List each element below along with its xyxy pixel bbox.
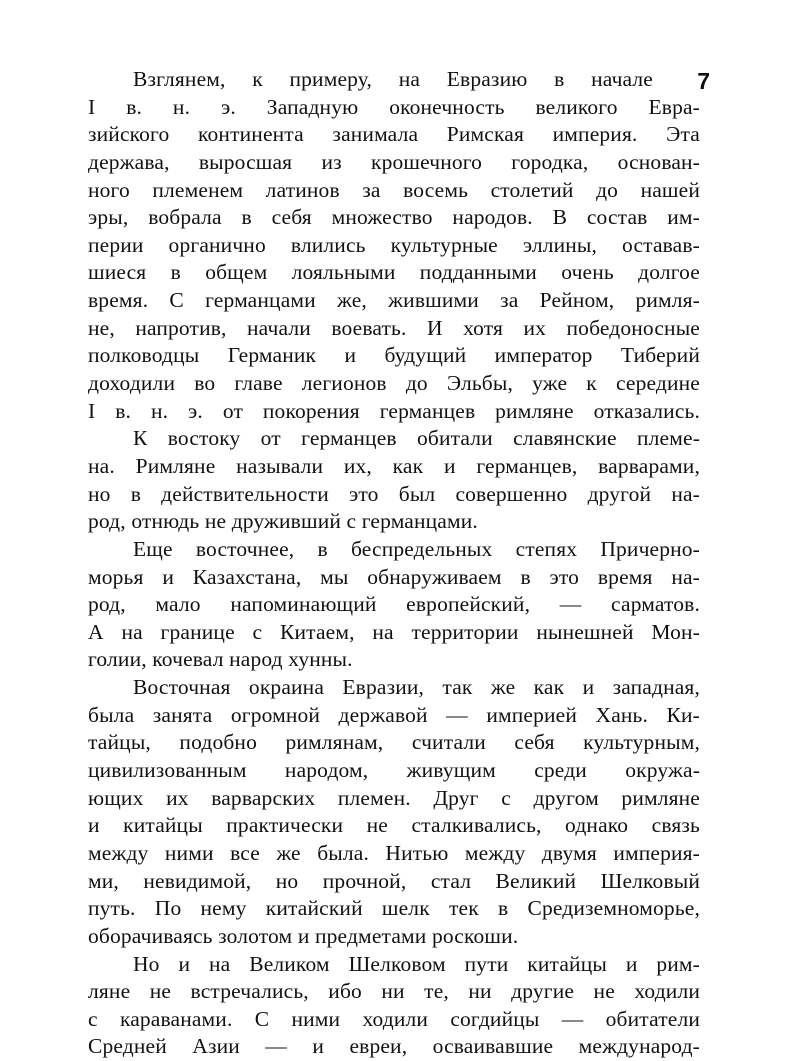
text-line: Средней Азии — и евреи, осваивавшие международ-: [88, 1033, 700, 1061]
text-line: эры, вобрала в себя множество народов. В состав им-: [88, 204, 700, 232]
text-line: род, отнюдь не друживший с германцами.: [88, 508, 700, 536]
text-line: была занята огромной державой — империей Хань. Ки-: [88, 702, 700, 730]
text-line: цивилизованным народом, живущим среди окружа-: [88, 757, 700, 785]
text-line: К востоку от германцев обитали славянские племе-: [88, 425, 700, 453]
text-line: Но и на Великом Шелковом пути китайцы и рим-: [88, 951, 700, 979]
text-line: ющих их варварских племен. Друг с другом римляне: [88, 785, 700, 813]
text-line: не, напротив, начали воевать. И хотя их победоносные: [88, 315, 700, 343]
paragraph: [88, 674, 700, 950]
text-line: держава, выросшая из крошечного городка, основан-: [88, 149, 700, 177]
text-line: род, мало напоминающий европейский, — сарматов.: [88, 591, 700, 619]
page-number: 7: [680, 66, 710, 96]
text-line: ляне не встречались, ибо ни те, ни другие не ходили: [88, 978, 700, 1006]
text-line: ми, невидимой, но прочной, стал Великий Шелковый: [88, 868, 700, 896]
text-line: зийского континента занимала Римская империя. Эта: [88, 121, 700, 149]
text-line: с караванами. С ними ходили согдийцы — обитатели: [88, 1006, 700, 1034]
paragraph: [88, 951, 700, 1061]
text-line: морья и Казахстана, мы обнаруживаем в это время на-: [88, 564, 700, 592]
text-line: путь. По нему китайский шелк тек в Средиземноморье,: [88, 895, 700, 923]
text-line: I в. н. э. Западную оконечность великого Евра-: [88, 94, 700, 122]
text-line: тайцы, подобно римлянам, считали себя культурным,: [88, 729, 700, 757]
text-line: А на границе с Китаем, на территории нынешней Мон-: [88, 619, 700, 647]
text-line: ного племенем латинов за восемь столетий до нашей: [88, 177, 700, 205]
text-line: голии, кочевал народ хунны.: [88, 646, 700, 674]
text-line: I в. н. э. от покорения германцев римляне отказались.: [88, 398, 700, 426]
text-line: время. С германцами же, жившими за Рейном, римля-: [88, 287, 700, 315]
text-line: шиеся в общем лояльными подданными очень долгое: [88, 259, 700, 287]
text-line: на. Римляне называли их, как и германцев, варварами,: [88, 453, 700, 481]
text-line: полководцы Германик и будущий император Тиберий: [88, 342, 700, 370]
text-line: но в действительности это был совершенно другой на-: [88, 481, 700, 509]
text-line: доходили во главе легионов до Эльбы, уже к середине: [88, 370, 700, 398]
paragraph: [88, 425, 700, 536]
text-line: Восточная окраина Евразии, так же как и западная,: [88, 674, 700, 702]
paragraph: [88, 536, 700, 674]
text-line: Еще восточнее, в беспредельных степях Причерно-: [88, 536, 700, 564]
text-line: между ними все же была. Нитью между двумя империя-: [88, 840, 700, 868]
paragraph: [88, 66, 700, 425]
text-line: перии органично влились культурные эллины, оставав-: [88, 232, 700, 260]
text-line: Взглянем, к примеру, на Евразию в начале: [88, 66, 653, 94]
body-text: [88, 66, 700, 1061]
text-line: и китайцы практически не сталкивались, однако связь: [88, 812, 700, 840]
text-line: оборачиваясь золотом и предметами роскоши.: [88, 923, 700, 951]
